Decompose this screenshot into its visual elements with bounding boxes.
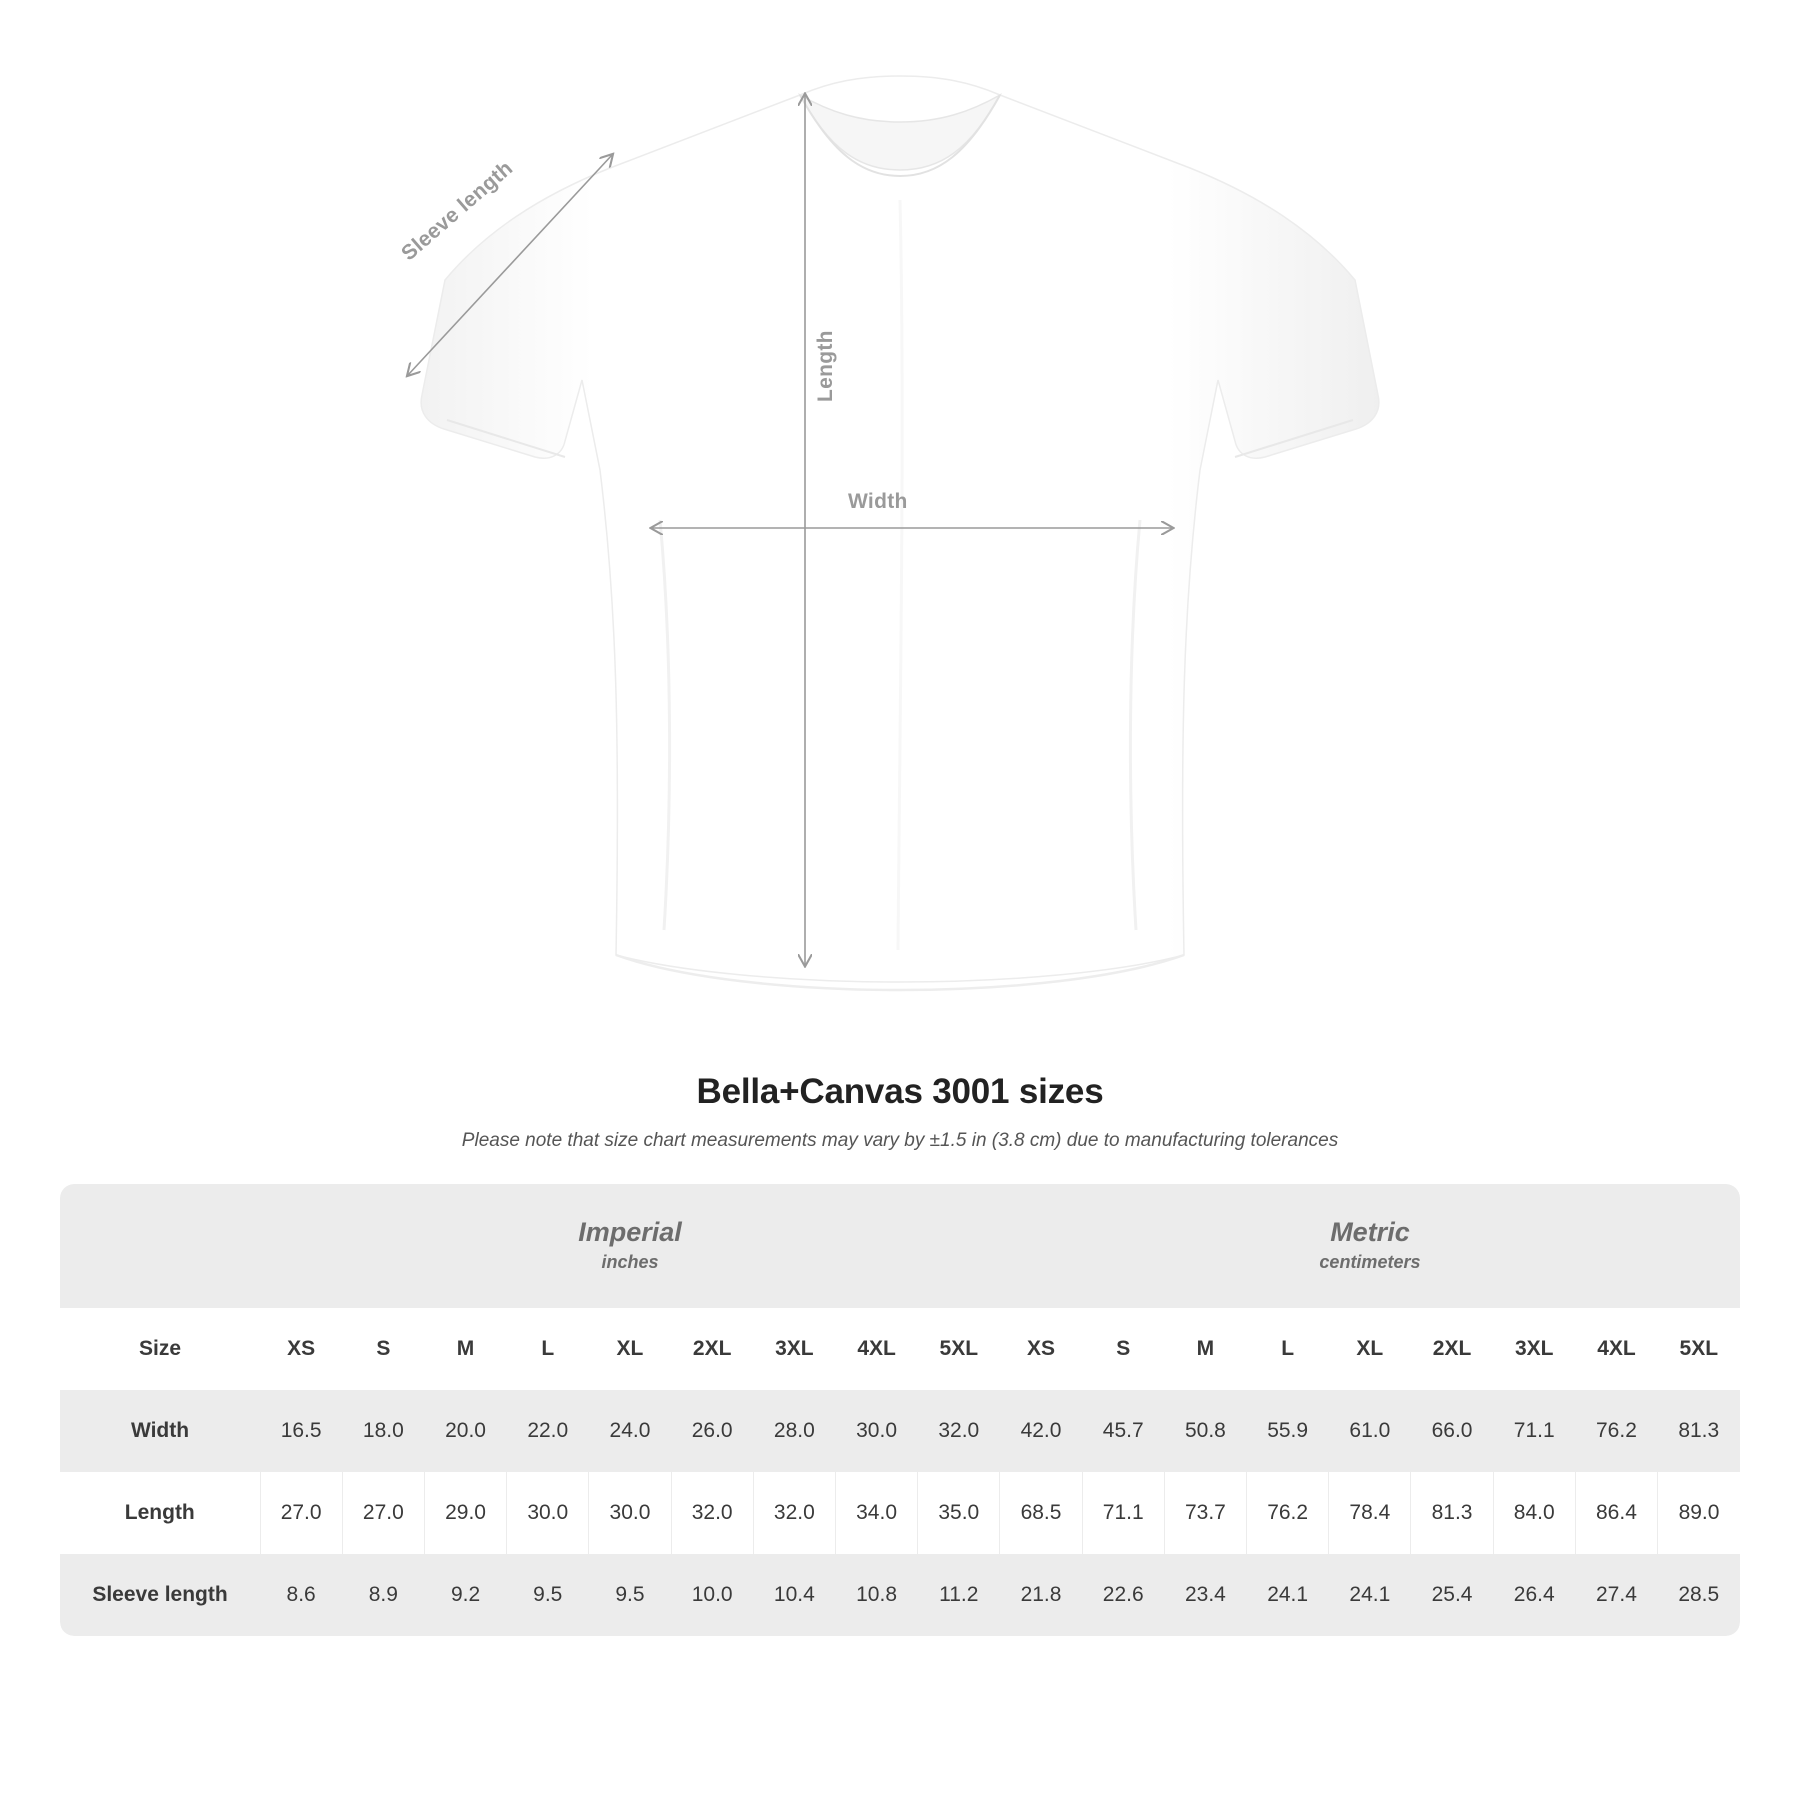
imperial-system-header [260, 1184, 1000, 1308]
cell-width-metric: 55.9 [1247, 1390, 1329, 1472]
cell-length-metric: 68.5 [1000, 1472, 1082, 1554]
cell-sleeve-imperial: 10.8 [835, 1554, 917, 1636]
cell-sleeve-metric: 27.4 [1575, 1554, 1657, 1636]
cell-length-imperial: 29.0 [424, 1472, 506, 1554]
size-header-cell: S [1082, 1308, 1164, 1390]
cell-length-imperial: 27.0 [342, 1472, 424, 1554]
cell-sleeve-metric: 21.8 [1000, 1554, 1082, 1636]
cell-width-metric: 71.1 [1493, 1390, 1575, 1472]
size-header-cell: S [342, 1308, 424, 1390]
cell-length-metric: 89.0 [1658, 1472, 1740, 1554]
cell-sleeve-imperial: 10.4 [753, 1554, 835, 1636]
cell-width-imperial: 16.5 [260, 1390, 342, 1472]
size-header-cell: 3XL [753, 1308, 835, 1390]
cell-sleeve-metric: 28.5 [1658, 1554, 1740, 1636]
cell-length-imperial: 32.0 [753, 1472, 835, 1554]
cell-width-imperial: 24.0 [589, 1390, 671, 1472]
cell-width-metric: 76.2 [1575, 1390, 1657, 1472]
title-block [0, 1072, 1800, 1152]
size-header-cell: 4XL [835, 1308, 917, 1390]
cell-length-metric: 78.4 [1329, 1472, 1411, 1554]
cell-width-metric: 66.0 [1411, 1390, 1493, 1472]
cell-length-imperial: 30.0 [507, 1472, 589, 1554]
size-header-cell: 3XL [1493, 1308, 1575, 1390]
cell-length-metric: 71.1 [1082, 1472, 1164, 1554]
length-dimension-label: Length [814, 330, 837, 402]
size-header-cell: M [1164, 1308, 1246, 1390]
size-header-cell: M [424, 1308, 506, 1390]
unit-system-header-row [60, 1184, 1740, 1308]
page-title: Bella+Canvas 3001 sizes [696, 1072, 1104, 1111]
size-header-cell: XL [589, 1308, 671, 1390]
cell-sleeve-metric: 25.4 [1411, 1554, 1493, 1636]
cell-width-metric: 50.8 [1164, 1390, 1246, 1472]
cell-length-imperial: 32.0 [671, 1472, 753, 1554]
size-header-cell: 5XL [918, 1308, 1000, 1390]
cell-length-metric: 73.7 [1164, 1472, 1246, 1554]
width-dimension-label: Width [848, 490, 908, 513]
imperial-unit: inches [601, 1252, 659, 1273]
cell-width-imperial: 26.0 [671, 1390, 753, 1472]
size-header-cell: 5XL [1658, 1308, 1740, 1390]
metric-unit: centimeters [1319, 1252, 1421, 1273]
cell-width-metric: 45.7 [1082, 1390, 1164, 1472]
sleeve-length-dimension-label: Sleeve length [397, 156, 518, 266]
cell-length-imperial: 27.0 [260, 1472, 342, 1554]
cell-sleeve-metric: 23.4 [1164, 1554, 1246, 1636]
size-header-cell: XS [260, 1308, 342, 1390]
cell-width-imperial: 22.0 [507, 1390, 589, 1472]
cell-sleeve-imperial: 8.9 [342, 1554, 424, 1636]
cell-sleeve-imperial: 11.2 [918, 1554, 1000, 1636]
tshirt-shape [421, 76, 1379, 990]
cell-sleeve-metric: 24.1 [1247, 1554, 1329, 1636]
cell-width-metric: 42.0 [1000, 1390, 1082, 1472]
size-header-cell: XS [1000, 1308, 1082, 1390]
size-row-label: Size [60, 1308, 260, 1390]
cell-length-metric: 86.4 [1575, 1472, 1657, 1554]
metric-system-header [1000, 1184, 1740, 1308]
cell-sleeve-imperial: 10.0 [671, 1554, 753, 1636]
cell-width-metric: 81.3 [1658, 1390, 1740, 1472]
size-chart-table [60, 1184, 1740, 1636]
cell-sleeve-metric: 24.1 [1329, 1554, 1411, 1636]
cell-length-imperial: 34.0 [835, 1472, 917, 1554]
cell-sleeve-imperial: 9.2 [424, 1554, 506, 1636]
cell-sleeve-imperial: 9.5 [507, 1554, 589, 1636]
imperial-label: Imperial [578, 1216, 682, 1247]
row-label-width: Width [60, 1390, 260, 1472]
cell-sleeve-imperial: 8.6 [260, 1554, 342, 1636]
cell-sleeve-metric: 26.4 [1493, 1554, 1575, 1636]
cell-width-metric: 61.0 [1329, 1390, 1411, 1472]
cell-length-imperial: 35.0 [918, 1472, 1000, 1554]
header-spacer [60, 1184, 260, 1308]
cell-length-metric: 84.0 [1493, 1472, 1575, 1554]
table-row [60, 1554, 1740, 1636]
metric-label: Metric [1330, 1216, 1410, 1247]
cell-sleeve-metric: 22.6 [1082, 1554, 1164, 1636]
table-row [60, 1390, 1740, 1472]
size-header-cell: 2XL [671, 1308, 753, 1390]
tolerance-note: Please note that size chart measurements may vary by ±1.5 in (3.8 cm) due to manufacturing tolerances [461, 1130, 1339, 1151]
row-label-sleeve-length: Sleeve length [60, 1554, 260, 1636]
cell-length-metric: 81.3 [1411, 1472, 1493, 1554]
cell-length-imperial: 30.0 [589, 1472, 671, 1554]
cell-width-imperial: 18.0 [342, 1390, 424, 1472]
size-header-row [60, 1308, 1740, 1390]
cell-sleeve-imperial: 9.5 [589, 1554, 671, 1636]
size-header-cell: 2XL [1411, 1308, 1493, 1390]
size-header-cell: 4XL [1575, 1308, 1657, 1390]
row-label-length: Length [60, 1472, 260, 1554]
cell-width-imperial: 28.0 [753, 1390, 835, 1472]
cell-width-imperial: 20.0 [424, 1390, 506, 1472]
size-chart-table-wrap [60, 1184, 1740, 1636]
table-row [60, 1472, 1740, 1554]
cell-width-imperial: 30.0 [835, 1390, 917, 1472]
size-header-cell: XL [1329, 1308, 1411, 1390]
size-header-cell: L [1247, 1308, 1329, 1390]
size-header-cell: L [507, 1308, 589, 1390]
cell-width-imperial: 32.0 [918, 1390, 1000, 1472]
cell-length-metric: 76.2 [1247, 1472, 1329, 1554]
